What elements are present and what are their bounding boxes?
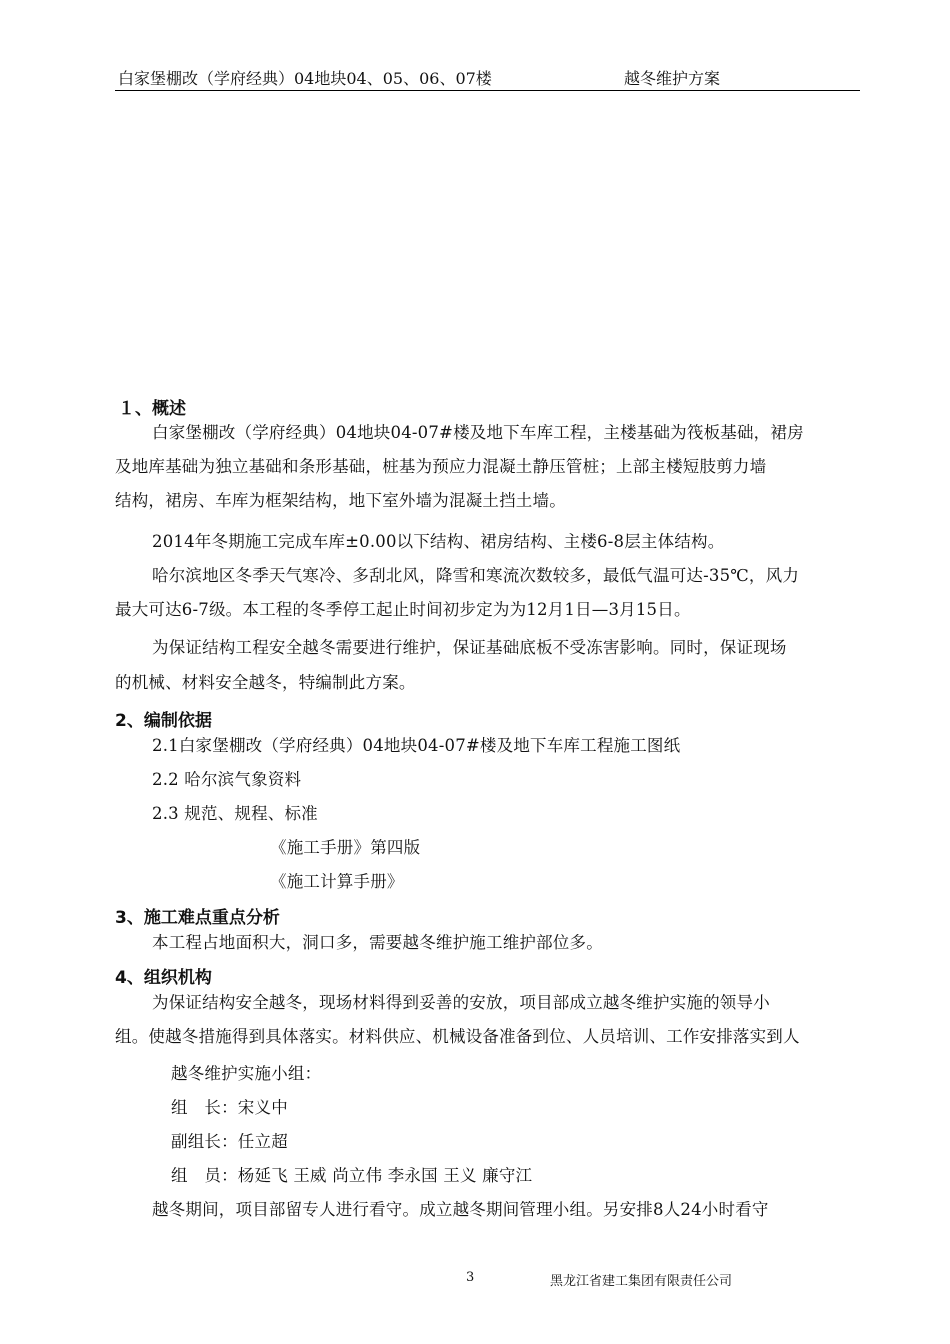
- header-project-name: 白家堡棚改（学府经典）04地块04、05、06、07楼: [118, 69, 492, 88]
- paragraph-line: 为保证结构安全越冬，现场材料得到妥善的安放，项目部成立越冬维护实施的领导小: [152, 993, 770, 1012]
- list-item: 《施工计算手册》: [270, 872, 404, 891]
- footer-company: 黑龙江省建工集团有限责任公司: [550, 1274, 733, 1289]
- page-header: [115, 64, 860, 91]
- team-deputy-leader: 副组长：任立超: [171, 1132, 288, 1151]
- list-item: 《施工手册》第四版: [270, 838, 421, 857]
- paragraph-line: 组。使越冬措施得到具体落实。材料供应、机械设备准备到位、人员培训、工作安排落实到人: [115, 1027, 800, 1046]
- paragraph-line: 最大可达6-7级。本工程的冬季停工起止时间初步定为为12月1日—3月15日。: [115, 600, 691, 619]
- page-number: 3: [466, 1270, 475, 1285]
- team-title: 越冬维护实施小组：: [171, 1064, 322, 1083]
- section-heading-overview: １、概述: [118, 399, 186, 419]
- paragraph-line: 越冬期间，项目部留专人进行看守。成立越冬期间管理小组。另安排8人24小时看守: [152, 1200, 769, 1219]
- paragraph-line: 及地库基础为独立基础和条形基础，桩基为预应力混凝土静压管桩；上部主楼短肢剪力墙: [115, 457, 767, 476]
- section-heading-difficulties: 3、施工难点重点分析: [115, 908, 280, 928]
- section-heading-basis: 2、编制依据: [115, 711, 212, 731]
- paragraph-line: 为保证结构工程安全越冬需要进行维护，保证基础底板不受冻害影响。同时，保证现场: [152, 638, 787, 657]
- list-item: 2.1白家堡棚改（学府经典）04地块04-07#楼及地下车库工程施工图纸: [152, 736, 681, 755]
- paragraph-line: 的机械、材料安全越冬，特编制此方案。: [115, 673, 416, 692]
- section-heading-organization: 4、组织机构: [115, 968, 212, 988]
- team-members: 组 员：杨延飞 王威 尚立伟 李永国 王义 廉守江: [171, 1166, 533, 1185]
- paragraph-line: 白家堡棚改（学府经典）04地块04-07#楼及地下车库工程，主楼基础为筏板基础，裙房: [152, 423, 804, 442]
- list-item: 2.2 哈尔滨气象资料: [152, 770, 302, 789]
- team-leader: 组 长：宋义中: [171, 1098, 288, 1117]
- header-document-title: 越冬维护方案: [624, 69, 721, 88]
- list-item: 2.3 规范、规程、标准: [152, 804, 318, 823]
- paragraph-line: 2014年冬期施工完成车库±0.00以下结构、裙房结构、主楼6-8层主体结构。: [152, 532, 725, 551]
- paragraph-line: 本工程占地面积大，洞口多，需要越冬维护施工维护部位多。: [152, 933, 603, 952]
- paragraph-line: 结构，裙房、车库为框架结构，地下室外墙为混凝土挡土墙。: [115, 491, 566, 510]
- paragraph-line: 哈尔滨地区冬季天气寒冷、多刮北风，降雪和寒流次数较多，最低气温可达-35℃，风力: [152, 566, 800, 585]
